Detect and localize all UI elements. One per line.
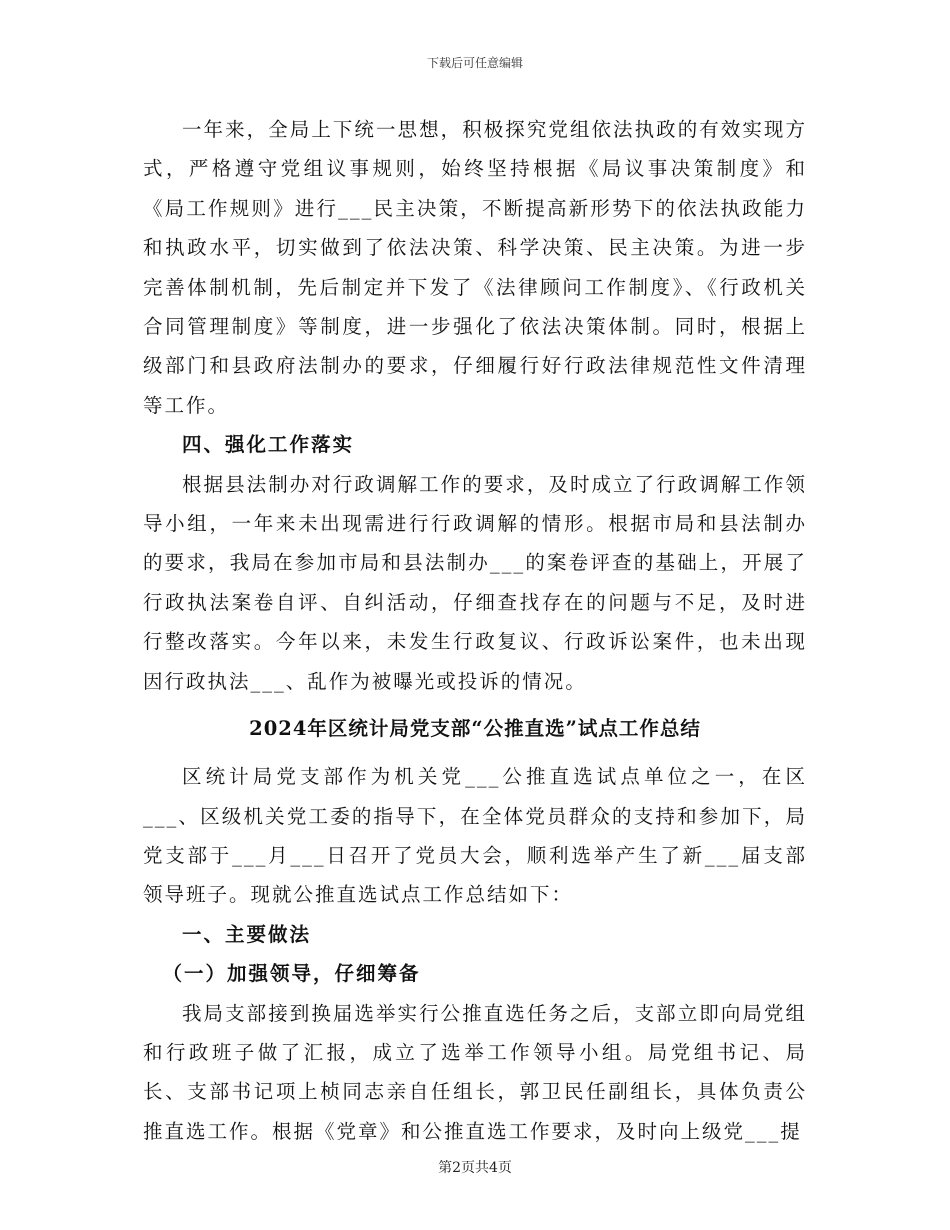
paragraph-intro: 区统计局党支部作为机关党___公推直选试点单位之一，在区___、区级机关党工委的指导下，在全体党员群众的支持和参加下，局党支部于___月___日召开了党员大会，顺利选举产生了新___届支部领导班子。现就公推直选试点工作总结如下：: [143, 765, 807, 907]
section-heading-implementation: 四、强化工作落实: [182, 433, 355, 457]
section-heading-main-practices: 一、主要做法: [182, 922, 312, 946]
document-body: [143, 110, 807, 1151]
paragraph-rule-of-law: 一年来，全局上下统一思想，积极探究党组依法执政的有效实现方式，严格遵守党组议事规则，始终坚持根据《局议事决策制度》和《局工作规则》进行___民主决策，不断提高新形势下的依法执政能力和执政水平，切实做到了依法决策、科学决策、民主决策。为进一步完善体制机制，先后制定并下发了《法律顾问工作制度》、《行政机关合同管理制度》等制度，进一步强化了依法决策体制。同时，根据上级部门和县政府法制办的要求，仔细履行好行政法律规范性文件清理等工作。: [143, 118, 807, 417]
paragraph-leadership: 我局支部接到换届选举实行公推直选任务之后，支部立即向局党组和行政班子做了汇报，成立了选举工作领导小组。局党组书记、局长、支部书记项上桢同志亲自任组长，郭卫民任副组长，具体负责公推直选工作。根据《党章》和公推直选工作要求，及时向上级党___提: [143, 1001, 807, 1143]
page-number: 第2页共4页: [438, 1160, 512, 1176]
document-title: 2024年区统计局党支部“公推直选”试点工作总结: [249, 717, 701, 741]
subsection-heading-leadership: （一）加强领导，仔细筹备: [162, 962, 421, 986]
header-note: 下载后可任意编辑: [426, 56, 523, 70]
paragraph-mediation: 根据县法制办对行政调解工作的要求，及时成立了行政调解工作领导小组，一年来未出现需进行行政调解的情形。根据市局和县法制办的要求，我局在参加市局和县法制办___的案卷评查的基础上，开展了行政执法案卷自评、自纠活动，仔细查找存在的问题与不足，及时进行整改落实。今年以来，未发生行政复议、行政诉讼案件，也未出现因行政执法___、乱作为被曝光或投诉的情况。: [143, 472, 807, 693]
